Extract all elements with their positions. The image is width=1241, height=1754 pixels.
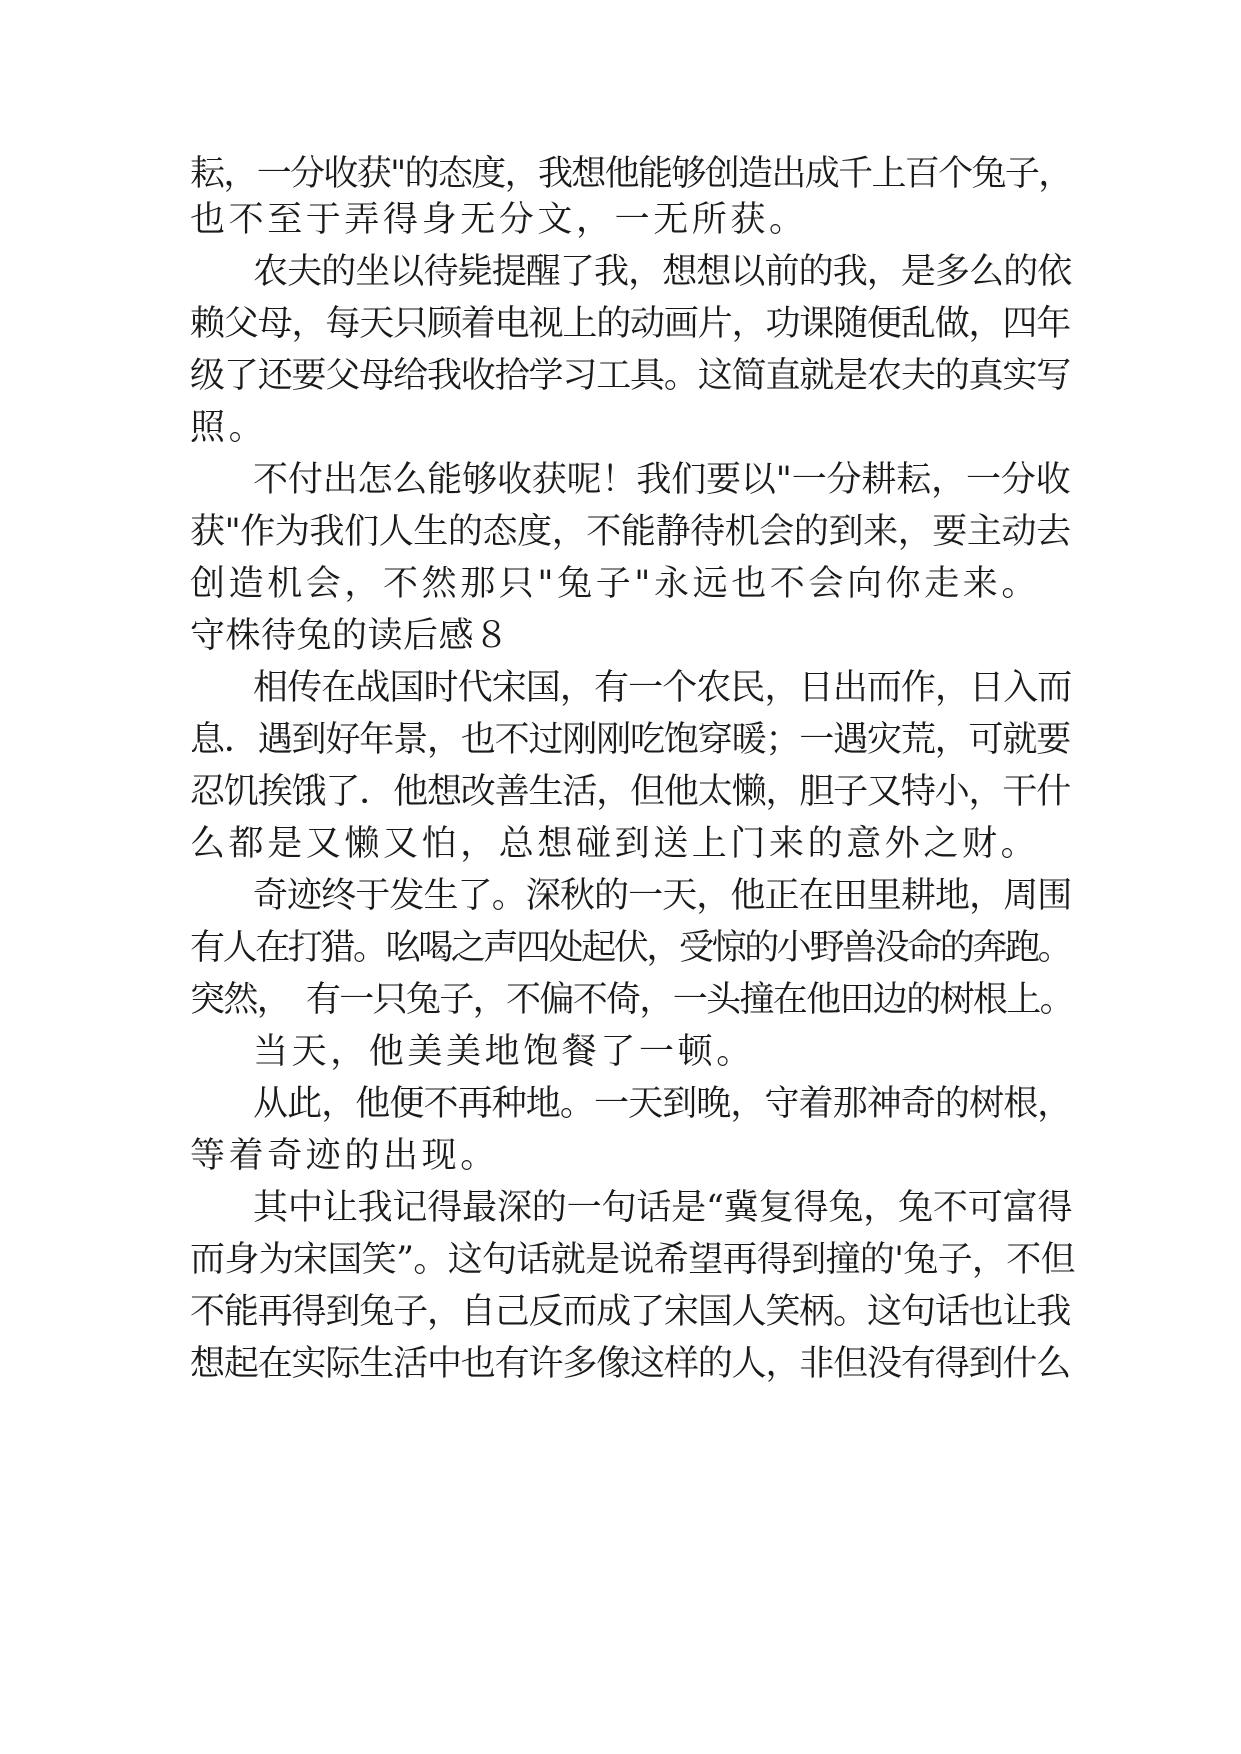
text-line: 照。 (190, 408, 268, 448)
text-line: 赖父母，每天只顾着电视上的动画片，功课随便乱做，四年 (190, 304, 1071, 344)
text-line: 忍饥挨饿了．他想改善生活，但他太懒，胆子又特小，干什 (190, 772, 1071, 812)
paragraph-start-line: 当天，他美美地饱餐了一顿。 (253, 1032, 755, 1072)
text-line: 有人在打猎。吆喝之声四处起伏，受惊的小野兽没命的奔跑。 (190, 928, 1071, 968)
paragraph-start-line: 农夫的坐以待毙提醒了我，想想以前的我，是多么的依 (253, 252, 1072, 292)
text-line: 不能再得到兔子，自己反而成了宋国人笑柄。这句话也让我 (190, 1292, 1071, 1332)
text-line: 也不至于弄得身无分文，一无所获。 (190, 200, 808, 240)
text-line: 突然， 有一只兔子，不偏不倚，一头撞在他田边的树根上。 (190, 980, 1073, 1020)
text-line: 等着奇迹的出现。 (190, 1136, 499, 1176)
section-heading: 守株待兔的读后感８ (190, 616, 510, 656)
text-line: 想起在实际生活中也有许多像这样的人，非但没有得到什么 (190, 1344, 1071, 1384)
paragraph-start-line: 从此，他便不再种地。一天到晚，守着那神奇的树根， (253, 1084, 1072, 1124)
text-line: 创造机会，不然那只"兔子"永远也不会向你走来。 (190, 564, 1040, 604)
text-line: 而身为宋国笑”。这句话就是说希望再得到撞的'兔子，不但 (190, 1240, 1075, 1280)
text-line: 获"作为我们人生的态度，不能静待机会的到来，要主动去 (190, 512, 1071, 552)
paragraph-start-line: 其中让我记得最深的一句话是“冀复得兔，兔不可富得 (253, 1188, 1073, 1228)
paragraph-start-line: 奇迹终于发生了。深秋的一天，他正在田里耕地，周围 (253, 876, 1072, 916)
text-line: 息．遇到好年景，也不过刚刚吃饱穿暖；一遇灾荒，可就要 (190, 720, 1071, 760)
text-line: 级了还要父母给我收拾学习工具。这简直就是农夫的真实写 (190, 356, 1071, 396)
text-line: 么都是又懒又怕，总想碰到送上门来的意外之财。 (190, 824, 1040, 864)
paragraph-start-line: 相传在战国时代宋国，有一个农民，日出而作，日入而 (253, 668, 1072, 708)
text-line: 耘，一分收获"的态度，我想他能够创造出成千上百个兔子， (190, 154, 1072, 194)
paragraph-start-line: 不付出怎么能够收获呢！我们要以"一分耕耘，一分收 (253, 460, 1071, 500)
